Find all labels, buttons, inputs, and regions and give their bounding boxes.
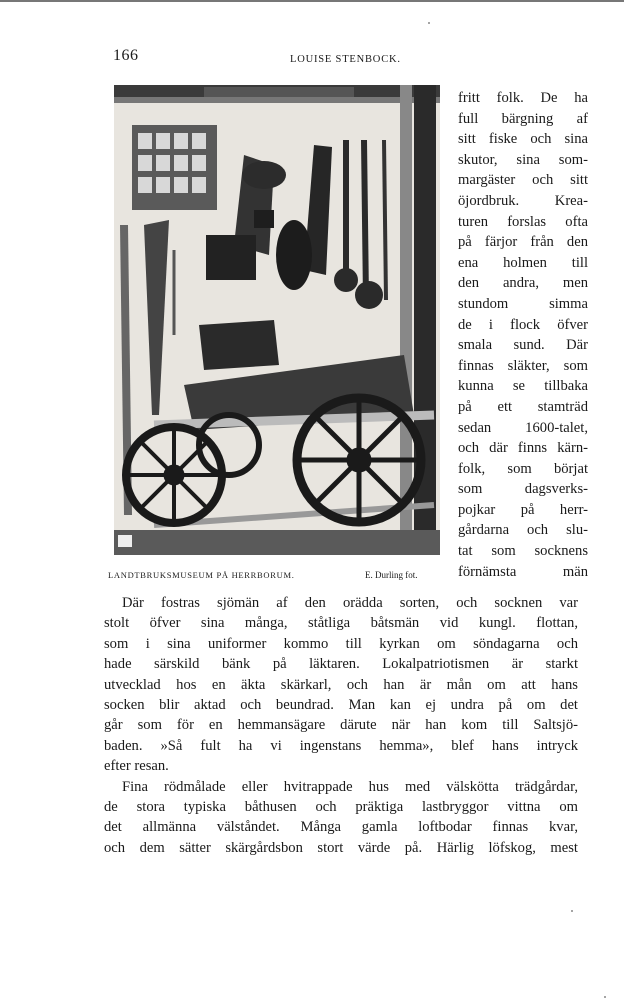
top-rule	[0, 0, 624, 2]
side-line: fritt folk. De ha	[458, 90, 588, 106]
body-line: går som för en hemmansägare därute när han kom till Saltsjö-	[104, 717, 578, 734]
side-line: margäster och sitt	[458, 172, 588, 189]
side-line: turen forslas ofta	[458, 213, 588, 230]
body-line: Fina rödmålade eller hvitrappade hus med välskötta trädgårdar,	[122, 778, 578, 795]
side-line: som dagsverks-	[458, 481, 588, 498]
side-line: den andra, men	[458, 275, 588, 292]
speck	[428, 22, 430, 24]
body-line: det allmänna välståndet. Många gamla loftbodar finnas kvar,	[104, 819, 578, 836]
side-line: skutor, sina som-	[458, 151, 588, 168]
body-line: Där fostras sjömän af den orädda sorten, och socknen var	[122, 595, 578, 611]
side-line: gårdarna och slu-	[458, 522, 588, 539]
speck	[571, 910, 573, 912]
side-line: folk, som börjat	[458, 460, 588, 477]
side-line: de i flock öfver	[458, 316, 588, 333]
body-line: och dem sätter skärgårdsbon stort värde på. Härlig löfskog, mest	[104, 839, 578, 856]
side-line: finnas släkter, som	[458, 357, 588, 374]
side-line: kunna se tillbaka	[458, 378, 588, 395]
side-line: sitt fiske och sina	[458, 131, 588, 148]
body-line: socken blir aktad och beundrad. Man kan ej undra på om det	[104, 697, 578, 714]
body-line: hade särskild bänk på läktaren. Lokalpatriotismen är starkt	[104, 656, 578, 673]
photo-credit: E. Durling fot.	[365, 570, 418, 580]
side-line: ena holmen till	[458, 254, 588, 271]
body-text	[104, 593, 578, 858]
side-line: smala sund. Där	[458, 337, 588, 354]
side-line: pojkar på herr-	[458, 501, 588, 518]
side-line: stundom simma	[458, 295, 588, 312]
side-line: tat som socknens	[458, 543, 588, 560]
museum-photo	[114, 85, 440, 555]
side-line: på färjor från den	[458, 234, 588, 251]
body-line: som i sina uniformer kommo till kyrkan om söndagarna och	[104, 635, 578, 652]
figure-caption: LANDTBRUKSMUSEUM PÅ HERRBORUM.	[108, 570, 295, 580]
museum-photo-icon	[114, 85, 440, 555]
side-column	[458, 88, 588, 582]
side-line: på ett stamträd	[458, 398, 588, 415]
side-line: förnämsta män	[458, 563, 588, 580]
body-line: baden. »Så fult ha vi ingenstans hemma», blef hans intryck	[104, 737, 578, 754]
side-line: öjordbruk. Krea-	[458, 192, 588, 209]
body-line: utvecklad hos en äkta skärkarl, och han är mån om att hans	[104, 676, 578, 693]
body-line: de stora typiska båthusen och präktiga lastbryggor vittna om	[104, 799, 578, 816]
side-line: och där finns kärn-	[458, 440, 588, 457]
body-line: stolt öfver sina många, ståtliga båtsmän vid kungl. flottan,	[104, 615, 578, 632]
speck	[604, 996, 606, 998]
body-line: efter resan.	[104, 758, 169, 775]
side-line: sedan 1600-talet,	[458, 419, 588, 436]
side-line: full bärgning af	[458, 110, 588, 127]
running-title: LOUISE STENBOCK.	[290, 54, 401, 65]
page-number: 166	[113, 47, 139, 64]
